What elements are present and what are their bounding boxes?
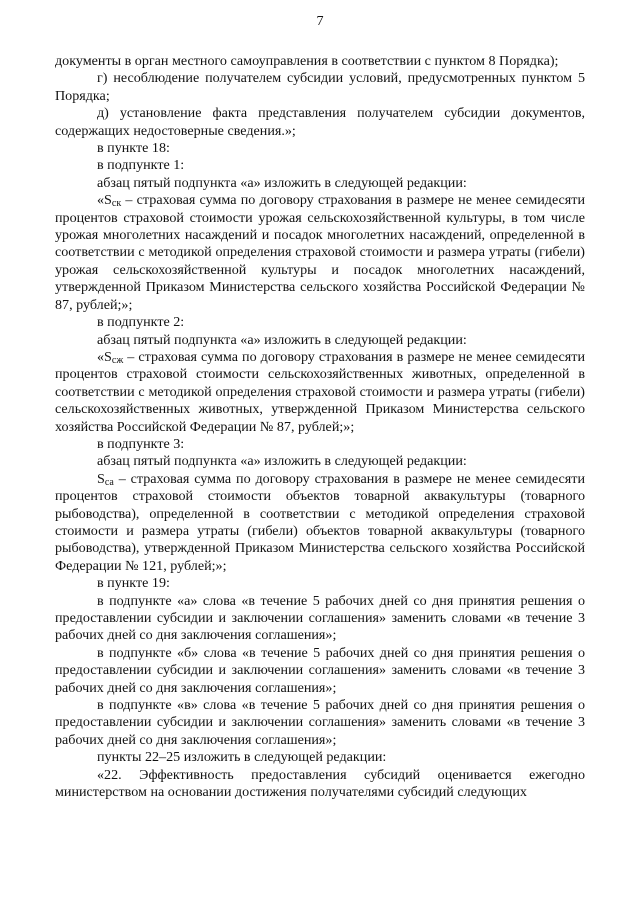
paragraph-text: в подпункте «в» слова «в течение 5 рабочих дней со дня принятия решения о предоставлении субсидии и заключении соглашения» заменить словами «в течение 3 рабочих дней со дня заключения соглашения»; <box>55 697 585 748</box>
paragraph <box>55 453 585 470</box>
paragraph-text: в подпункте 3: <box>97 435 185 452</box>
paragraph-text: абзац пятый подпункта «а» изложить в следующей редакции: <box>97 331 467 348</box>
paragraph <box>55 192 585 314</box>
paragraph-text: – страховая сумма по договору страхования в размере не менее семидесяти процентов страховой стоимости урожая сельскохозяйственной культуры, в том числе урожая многолетних насаждений и посадок многолетних насаждений, определенной в соответствии с методикой определения страховой стоимости и размера утраты (гибели) урожая сельскохозяйственной культуры и посадок многолетних насаждений, утвержденной Приказом Министерства сельского хозяйства Российской Федерации № 87, рублей;»; <box>55 192 585 313</box>
paragraph <box>55 749 585 766</box>
formula-subscript: ск <box>111 198 122 210</box>
page-number: 7 <box>316 13 324 29</box>
paragraph <box>55 697 585 749</box>
paragraph <box>55 70 585 105</box>
paragraph <box>55 645 585 697</box>
paragraph <box>55 436 585 453</box>
paragraph-text: в подпункте 1: <box>97 157 185 174</box>
paragraph-text: д) установление факта представления получателем субсидии документов, содержащих недостоверные сведения.»; <box>55 105 585 139</box>
paragraph <box>55 767 585 802</box>
paragraph <box>55 140 585 157</box>
formula-subscript: сж <box>111 354 124 366</box>
paragraph <box>55 314 585 331</box>
paragraph-text: – страховая сумма по договору страхования в размере не менее семидесяти процентов страховой стоимости сельскохозяйственных животных, определенной в соответствии с методикой определения страховой стоимости и размера утраты (гибели) сельскохозяйственных животных, утвержденной Приказом Министерства сельского хозяйства Российской Федерации № 87, рублей;»; <box>55 348 585 435</box>
document-body <box>55 53 585 801</box>
paragraph-text: пункты 22–25 изложить в следующей редакции: <box>97 749 387 766</box>
paragraph-text: в пункте 18: <box>97 140 170 157</box>
paragraph <box>55 349 585 436</box>
paragraph <box>55 471 585 575</box>
paragraph <box>55 105 585 140</box>
formula-symbol: «S <box>97 348 112 365</box>
paragraph <box>55 332 585 349</box>
paragraph-text: в подпункте «а» слова «в течение 5 рабочих дней со дня принятия решения о предоставлении субсидии и заключении соглашения» заменить словами «в течение 3 рабочих дней со дня заключения соглашения»; <box>55 592 585 644</box>
paragraph-text: в подпункте «б» слова «в течение 5 рабочих дней со дня принятия решения о предоставлении субсидии и заключении соглашения» заменить словами «в течение 3 рабочих дней со дня заключения соглашения»; <box>55 644 585 696</box>
paragraph <box>55 593 585 645</box>
paragraph-text: в пункте 19: <box>97 575 170 592</box>
formula-symbol: S <box>97 470 105 487</box>
paragraph-text: в подпункте 2: <box>97 314 185 331</box>
paragraph-text: г) несоблюдение получателем субсидии условий, предусмотренных пунктом 5 Порядка; <box>55 70 585 104</box>
formula-symbol: «S <box>97 192 112 209</box>
paragraph <box>55 175 585 192</box>
paragraph <box>55 53 585 70</box>
paragraph <box>55 157 585 174</box>
paragraph-text: абзац пятый подпункта «а» изложить в следующей редакции: <box>97 453 467 470</box>
paragraph-text: «22. Эффективность предоставления субсидий оценивается ежегодно министерством на основании достижения получателями субсидий следующих <box>55 766 585 801</box>
formula-subscript: са <box>104 476 114 488</box>
paragraph-text: – страховая сумма по договору страхования в размере не менее семидесяти процентов страховой стоимости объектов товарной аквакультуры (товарного рыбоводства), определенной в соответствии с методикой определения страховой стоимости и размера утраты (гибели) объектов товарной аквакультуры (товарного рыбоводства), утвержденной Приказом Министерства сельского хозяйства Российской Федерации № 121, рублей;»; <box>55 470 585 574</box>
paragraph-text: документы в орган местного самоуправления в соответствии с пунктом 8 Порядка); <box>55 53 559 69</box>
paragraph <box>55 575 585 592</box>
paragraph-text: абзац пятый подпункта «а» изложить в следующей редакции: <box>97 174 467 191</box>
